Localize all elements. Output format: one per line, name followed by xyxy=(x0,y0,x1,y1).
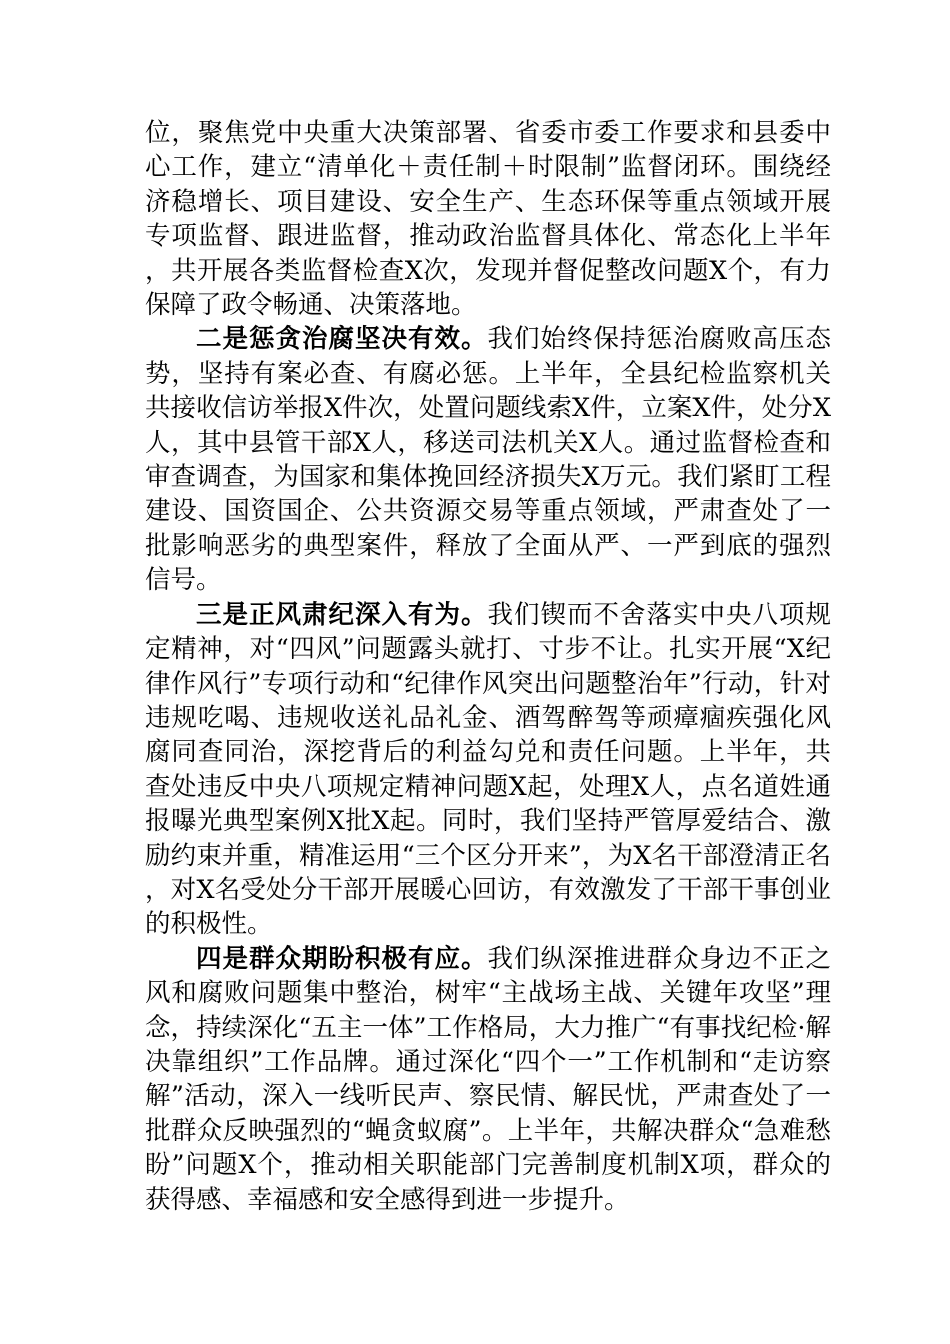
paragraph-discipline xyxy=(145,598,831,942)
paragraph-heading: 二是惩贪治腐坚决有效。 xyxy=(196,324,488,355)
paragraph-text: 我们纵深推进群众身边不正之风和腐败问题集中整治，树牢“主战场主战、关键年攻坚”理念，持续深化“五主一体”工作格局，大力推广“有事找纪检·解决靠组织”工作品牌。通过深化“四个一”工作机制和“走访察解”活动，深入一线听民声、察民情、解民忧，严肃查处了一批群众反映强烈的“蝇贪蚁腐”。上半年，共解决群众“急难愁盼”问题X个，推动相关职能部门完善制度机制X项，群众的获得感、幸福感和安全感得到进一步提升。 xyxy=(145,943,831,1215)
paragraph-heading: 四是群众期盼积极有应。 xyxy=(196,943,488,974)
paragraph-anti-corruption xyxy=(145,322,831,597)
paragraph-text: 位，聚焦党中央重大决策部署、省委市委工作要求和县委中心工作，建立“清单化＋责任制＋时限制”监督闭环。围绕经济稳增长、项目建设、安全生产、生态环保等重点领域开展专项监督、跟进监督，推动政治监督具体化、常态化上半年，共开展各类监督检查X次，发现并督促整改问题X个，有力保障了政令畅通、决策落地。 xyxy=(145,118,831,321)
paragraph-text: 我们始终保持惩治腐败高压态势，坚持有案必查、有腐必惩。上半年，全县纪检监察机关共接收信访举报X件次，处置问题线索X件，立案X件，处分X人，其中县管干部X人，移送司法机关X人。通过监督检查和审查调查，为国家和集体挽回经济损失X万元。我们紧盯工程建设、国资国企、公共资源交易等重点领域，严肃查处了一批影响恶劣的典型案件，释放了全面从严、一严到底的强烈信号。 xyxy=(145,324,831,596)
paragraph-political-supervision xyxy=(145,116,831,322)
document-body xyxy=(145,116,831,1217)
paragraph-public-needs xyxy=(145,942,831,1217)
paragraph-heading: 三是正风肃纪深入有为。 xyxy=(196,599,488,630)
paragraph-text: 我们锲而不舍落实中央八项规定精神，对“四风”问题露头就打、寸步不让。扎实开展“X纪律作风行”专项行动和“纪律作风突出问题整治年”行动，针对违规吃喝、违规收送礼品礼金、酒驾醉驾等顽瘴痼疾强化风腐同查同治，深挖背后的利益勾兑和责任问题。上半年，共查处违反中央八项规定精神问题X起，处理X人，点名道姓通报曝光典型案例X批X起。同时，我们坚持严管厚爱结合、激励约束并重，精准运用“三个区分开来”，为X名干部澄清正名，对X名受处分干部开展暖心回访，有效激发了干部干事创业的积极性。 xyxy=(145,599,831,940)
